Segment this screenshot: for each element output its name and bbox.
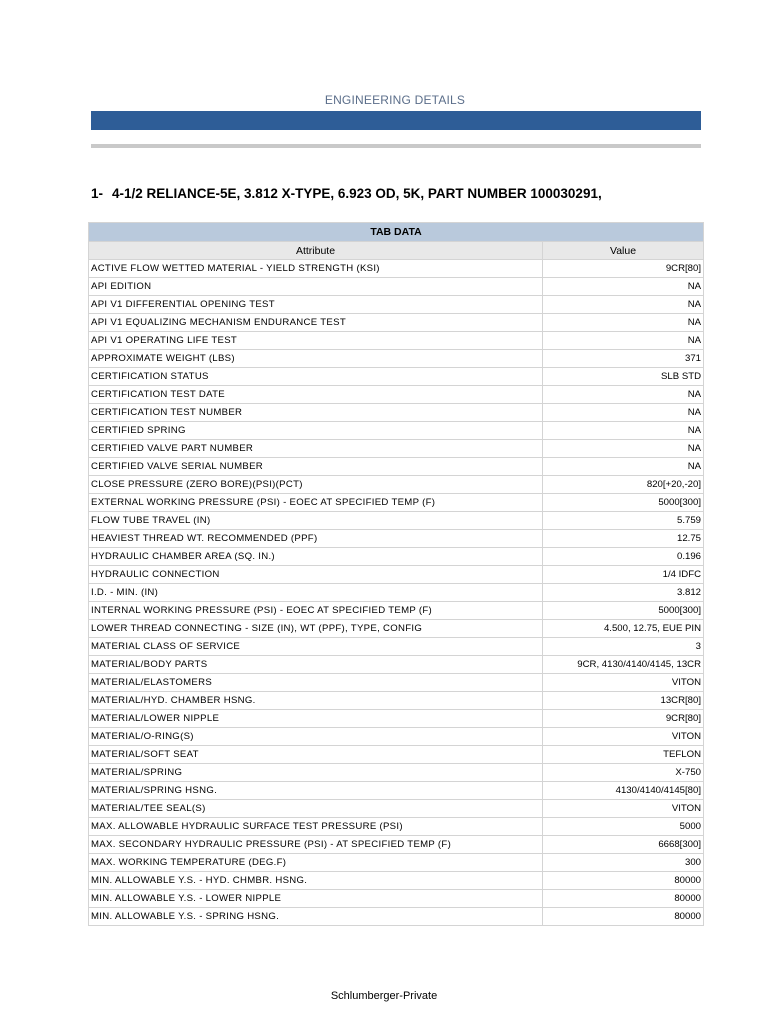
value-cell: 3.812 bbox=[543, 584, 704, 602]
attribute-cell: API V1 OPERATING LIFE TEST bbox=[89, 332, 543, 350]
attribute-cell: FLOW TUBE TRAVEL (IN) bbox=[89, 512, 543, 530]
attribute-cell: CERTIFIED VALVE SERIAL NUMBER bbox=[89, 458, 543, 476]
table-row bbox=[89, 386, 704, 404]
attribute-cell: I.D. - MIN. (IN) bbox=[89, 584, 543, 602]
value-cell: VITON bbox=[543, 800, 704, 818]
table-row bbox=[89, 836, 704, 854]
value-cell: NA bbox=[543, 440, 704, 458]
value-cell: 300 bbox=[543, 854, 704, 872]
value-cell: SLB STD bbox=[543, 368, 704, 386]
attribute-cell: CLOSE PRESSURE (ZERO BORE)(PSI)(PCT) bbox=[89, 476, 543, 494]
value-cell: 5.759 bbox=[543, 512, 704, 530]
attribute-cell: MAX. SECONDARY HYDRAULIC PRESSURE (PSI) - AT SPECIFIED TEMP (F) bbox=[89, 836, 543, 854]
table-row bbox=[89, 404, 704, 422]
table-row bbox=[89, 782, 704, 800]
attribute-cell: MATERIAL/SPRING HSNG. bbox=[89, 782, 543, 800]
attribute-cell: HYDRAULIC CONNECTION bbox=[89, 566, 543, 584]
attribute-cell: MATERIAL/SOFT SEAT bbox=[89, 746, 543, 764]
table-row bbox=[89, 872, 704, 890]
attribute-cell: MATERIAL/TEE SEAL(S) bbox=[89, 800, 543, 818]
value-cell: 1/4 IDFC bbox=[543, 566, 704, 584]
table-row bbox=[89, 548, 704, 566]
table-title: TAB DATA bbox=[89, 223, 704, 242]
table-row bbox=[89, 854, 704, 872]
value-cell: NA bbox=[543, 332, 704, 350]
value-cell: NA bbox=[543, 278, 704, 296]
part-description: 4-1/2 RELIANCE-5E, 3.812 X-TYPE, 6.923 OD, 5K, PART NUMBER 100030291, bbox=[112, 186, 602, 201]
attribute-cell: MATERIAL/O-RING(S) bbox=[89, 728, 543, 746]
value-cell: 5000[300] bbox=[543, 494, 704, 512]
attribute-cell: ACTIVE FLOW WETTED MATERIAL - YIELD STRENGTH (KSI) bbox=[89, 260, 543, 278]
value-cell: NA bbox=[543, 296, 704, 314]
column-header-attribute: Attribute bbox=[89, 242, 543, 260]
header-bar bbox=[91, 111, 701, 130]
part-number-index: 1- bbox=[91, 186, 104, 201]
table-row bbox=[89, 818, 704, 836]
attribute-cell: MIN. ALLOWABLE Y.S. - HYD. CHMBR. HSNG. bbox=[89, 872, 543, 890]
value-cell: VITON bbox=[543, 728, 704, 746]
classification-footer: Schlumberger-Private bbox=[330, 990, 438, 1002]
column-header-row bbox=[89, 242, 704, 260]
attribute-cell: HYDRAULIC CHAMBER AREA (SQ. IN.) bbox=[89, 548, 543, 566]
attribute-cell: API EDITION bbox=[89, 278, 543, 296]
value-cell: 4130/4140/4145[80] bbox=[543, 782, 704, 800]
attribute-cell: INTERNAL WORKING PRESSURE (PSI) - EOEC AT SPECIFIED TEMP (F) bbox=[89, 602, 543, 620]
value-cell: 6668[300] bbox=[543, 836, 704, 854]
value-cell: 80000 bbox=[543, 908, 704, 926]
value-cell: NA bbox=[543, 314, 704, 332]
table-row bbox=[89, 494, 704, 512]
attribute-cell: MATERIAL/SPRING bbox=[89, 764, 543, 782]
table-row bbox=[89, 584, 704, 602]
attribute-cell: HEAVIEST THREAD WT. RECOMMENDED (PPF) bbox=[89, 530, 543, 548]
attribute-cell: MATERIAL CLASS OF SERVICE bbox=[89, 638, 543, 656]
table-row bbox=[89, 602, 704, 620]
attribute-cell: CERTIFICATION TEST DATE bbox=[89, 386, 543, 404]
attribute-cell: CERTIFIED SPRING bbox=[89, 422, 543, 440]
value-cell: TEFLON bbox=[543, 746, 704, 764]
table-row bbox=[89, 458, 704, 476]
attribute-cell: MIN. ALLOWABLE Y.S. - SPRING HSNG. bbox=[89, 908, 543, 926]
page-heading: ENGINEERING DETAILS bbox=[324, 93, 466, 107]
value-cell: 9CR[80] bbox=[543, 260, 704, 278]
value-cell: 5000 bbox=[543, 818, 704, 836]
attribute-cell: API V1 DIFFERENTIAL OPENING TEST bbox=[89, 296, 543, 314]
value-cell: NA bbox=[543, 404, 704, 422]
value-cell: 9CR[80] bbox=[543, 710, 704, 728]
value-cell: 0.196 bbox=[543, 548, 704, 566]
table-row bbox=[89, 620, 704, 638]
attribute-cell: CERTIFIED VALVE PART NUMBER bbox=[89, 440, 543, 458]
table-row bbox=[89, 764, 704, 782]
table-row bbox=[89, 710, 704, 728]
value-cell: NA bbox=[543, 386, 704, 404]
attribute-cell: API V1 EQUALIZING MECHANISM ENDURANCE TEST bbox=[89, 314, 543, 332]
table-row bbox=[89, 656, 704, 674]
table-row bbox=[89, 476, 704, 494]
value-cell: 4.500, 12.75, EUE PIN bbox=[543, 620, 704, 638]
table-row bbox=[89, 692, 704, 710]
part-title bbox=[91, 186, 701, 201]
table-row bbox=[89, 566, 704, 584]
value-cell: 9CR, 4130/4140/4145, 13CR bbox=[543, 656, 704, 674]
table-row bbox=[89, 746, 704, 764]
table-row bbox=[89, 278, 704, 296]
table-row bbox=[89, 440, 704, 458]
value-cell: NA bbox=[543, 422, 704, 440]
attribute-cell: LOWER THREAD CONNECTING - SIZE (IN), WT (PPF), TYPE, CONFIG bbox=[89, 620, 543, 638]
value-cell: 820[+20,-20] bbox=[543, 476, 704, 494]
table-row bbox=[89, 350, 704, 368]
table-row bbox=[89, 800, 704, 818]
attribute-cell: MAX. ALLOWABLE HYDRAULIC SURFACE TEST PRESSURE (PSI) bbox=[89, 818, 543, 836]
value-cell: NA bbox=[543, 458, 704, 476]
attribute-cell: CERTIFICATION TEST NUMBER bbox=[89, 404, 543, 422]
attribute-cell: EXTERNAL WORKING PRESSURE (PSI) - EOEC AT SPECIFIED TEMP (F) bbox=[89, 494, 543, 512]
table-row bbox=[89, 368, 704, 386]
value-cell: 13CR[80] bbox=[543, 692, 704, 710]
table-row bbox=[89, 260, 704, 278]
table-title-row bbox=[89, 223, 704, 242]
table-row bbox=[89, 512, 704, 530]
value-cell: 5000[300] bbox=[543, 602, 704, 620]
divider-rule bbox=[91, 144, 701, 148]
value-cell: VITON bbox=[543, 674, 704, 692]
column-header-value: Value bbox=[543, 242, 704, 260]
attribute-cell: MAX. WORKING TEMPERATURE (DEG.F) bbox=[89, 854, 543, 872]
table-row bbox=[89, 314, 704, 332]
table-row bbox=[89, 728, 704, 746]
table-row bbox=[89, 638, 704, 656]
attribute-cell: CERTIFICATION STATUS bbox=[89, 368, 543, 386]
attribute-cell: MATERIAL/HYD. CHAMBER HSNG. bbox=[89, 692, 543, 710]
attribute-cell: MIN. ALLOWABLE Y.S. - LOWER NIPPLE bbox=[89, 890, 543, 908]
table-row bbox=[89, 674, 704, 692]
value-cell: X-750 bbox=[543, 764, 704, 782]
value-cell: 3 bbox=[543, 638, 704, 656]
tab-data-table bbox=[88, 222, 704, 926]
value-cell: 80000 bbox=[543, 872, 704, 890]
attribute-cell: MATERIAL/ELASTOMERS bbox=[89, 674, 543, 692]
value-cell: 12.75 bbox=[543, 530, 704, 548]
table-row bbox=[89, 908, 704, 926]
table-row bbox=[89, 530, 704, 548]
table-row bbox=[89, 332, 704, 350]
table-row bbox=[89, 890, 704, 908]
value-cell: 371 bbox=[543, 350, 704, 368]
value-cell: 80000 bbox=[543, 890, 704, 908]
table-row bbox=[89, 422, 704, 440]
table-row bbox=[89, 296, 704, 314]
attribute-cell: MATERIAL/BODY PARTS bbox=[89, 656, 543, 674]
attribute-cell: MATERIAL/LOWER NIPPLE bbox=[89, 710, 543, 728]
attribute-cell: APPROXIMATE WEIGHT (LBS) bbox=[89, 350, 543, 368]
